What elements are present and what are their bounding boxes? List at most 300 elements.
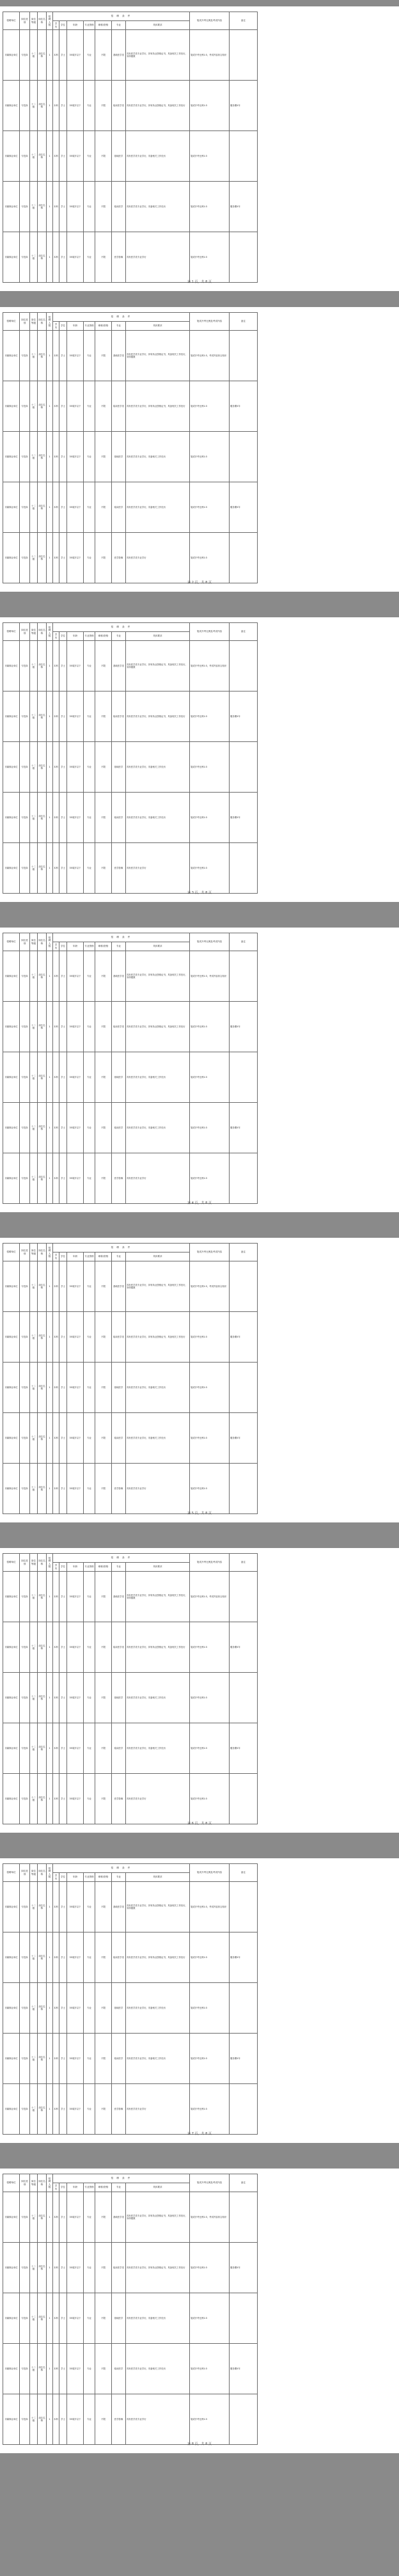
table-row	[3, 1261, 258, 1312]
cell-spec: 医学影像	[112, 2084, 126, 2135]
cell-post: 岗位名称	[38, 742, 47, 793]
cell-note: 服务期5年	[230, 381, 258, 432]
cell-req: 具有医学类专业学历，持有执业资格证书，具备相关工作经历	[126, 381, 190, 432]
cell-post: 岗位名称	[38, 182, 47, 232]
header-exam: 笔试开考比例及考试内容	[190, 2174, 230, 2192]
cell-degree: 学士	[59, 533, 67, 583]
header-level: 岗位等级	[30, 933, 38, 951]
header-unit: 招聘单位	[3, 1864, 20, 1882]
cell-count: 1	[47, 232, 53, 283]
cell-note	[230, 843, 258, 894]
header-col6d: 专业资格	[84, 21, 95, 30]
cell-level: 十二级	[30, 182, 38, 232]
cell-note: 服务期5年	[230, 1413, 258, 1464]
cell-age: 35周岁以下	[67, 2344, 84, 2394]
cell-spec: 基础医学类	[112, 1882, 126, 1932]
cell-exam: 笔试开考比例1:3	[190, 482, 230, 533]
cell-age: 35周岁以下	[67, 1413, 84, 1464]
cell-req: 具有医学类专业学历，具备相关工作经历	[126, 1673, 190, 1723]
cell-degree: 学士	[59, 232, 67, 283]
cell-major: 专业	[84, 2034, 95, 2084]
cell-post: 岗位名称	[38, 1312, 47, 1363]
header-category: 岗位类别	[20, 313, 30, 331]
cell-degree: 学士	[59, 2293, 67, 2344]
cell-spec: 临床医学	[112, 1413, 126, 1464]
cell-note	[230, 1052, 258, 1103]
cell-degree: 学士	[59, 482, 67, 533]
cell-title: 不限	[95, 81, 112, 131]
cell-exam: 笔试开考比例1:3	[190, 1723, 230, 1774]
cell-post: 岗位名称	[38, 1622, 47, 1673]
cell-edu: 本科	[53, 2034, 59, 2084]
cell-edu: 本科	[53, 2192, 59, 2243]
cell-edu: 本科	[53, 1723, 59, 1774]
cell-major: 专业	[84, 1774, 95, 1824]
cell-req: 具有医学类专业学历，具备相关工作经历	[126, 432, 190, 482]
cell-major: 专业	[84, 641, 95, 691]
header-col6f: 专业	[112, 322, 126, 331]
cell-major: 专业	[84, 81, 95, 131]
table-row	[3, 331, 258, 381]
table-row	[3, 1464, 258, 1514]
cell-note: 服务期5年	[230, 2344, 258, 2394]
cell-exam: 笔试开考比例1:3	[190, 1052, 230, 1103]
cell-unit: 市属事业单位	[3, 1464, 20, 1514]
cell-level: 十二级	[30, 1052, 38, 1103]
cell-age: 35周岁以下	[67, 331, 84, 381]
cell-post: 岗位名称	[38, 232, 47, 283]
header-col6e: 职称/资格	[95, 632, 112, 641]
cell-category: 专技岗	[20, 1363, 30, 1413]
cell-major: 专业	[84, 1002, 95, 1052]
cell-level: 十二级	[30, 533, 38, 583]
cell-edu: 本科	[53, 1052, 59, 1103]
cell-edu: 本科	[53, 691, 59, 742]
header-note: 备注	[230, 12, 258, 30]
cell-degree: 学士	[59, 1572, 67, 1622]
cell-title: 不限	[95, 1464, 112, 1514]
document-page	[0, 1238, 399, 1522]
header-col6d: 专业资格	[84, 2183, 95, 2192]
cell-unit: 市属事业单位	[3, 1363, 20, 1413]
cell-major: 专业	[84, 1572, 95, 1622]
cell-level: 十二级	[30, 1413, 38, 1464]
cell-count: 1	[47, 1103, 53, 1153]
header-col6c: 年龄	[67, 942, 84, 951]
cell-category: 专技岗	[20, 1723, 30, 1774]
table-row	[3, 2293, 258, 2344]
cell-major: 专业	[84, 1103, 95, 1153]
cell-degree: 学士	[59, 1464, 67, 1514]
header-col6d: 专业资格	[84, 632, 95, 641]
cell-title: 不限	[95, 1413, 112, 1464]
cell-age: 35周岁以下	[67, 742, 84, 793]
header-exam: 笔试开考比例及考试内容	[190, 313, 230, 331]
header-exam: 笔试开考比例及考试内容	[190, 1554, 230, 1572]
cell-major: 专业	[84, 482, 95, 533]
cell-req: 具有医学类专业学历，持有执业资格证书，具备相关工作经历，身体健康	[126, 2192, 190, 2243]
header-unit: 招聘单位	[3, 2174, 20, 2192]
table-row	[3, 742, 258, 793]
cell-category: 专技岗	[20, 30, 30, 81]
cell-age: 35周岁以下	[67, 1261, 84, 1312]
cell-spec: 临床医学类	[112, 1932, 126, 1983]
cell-age: 35周岁以下	[67, 2192, 84, 2243]
cell-major: 专业	[84, 1622, 95, 1673]
header-unit: 招聘单位	[3, 623, 20, 641]
cell-degree: 学士	[59, 1312, 67, 1363]
header-level: 岗位等级	[30, 1554, 38, 1572]
table-row	[3, 691, 258, 742]
cell-degree: 学士	[59, 951, 67, 1002]
table-row	[3, 2344, 258, 2394]
cell-edu: 本科	[53, 951, 59, 1002]
cell-level: 十二级	[30, 2034, 38, 2084]
cell-major: 专业	[84, 2293, 95, 2344]
cell-spec: 临床医学类	[112, 81, 126, 131]
cell-post: 岗位名称	[38, 2034, 47, 2084]
cell-req: 具有医学类专业学历，具备相关工作经历	[126, 1103, 190, 1153]
cell-unit: 市属事业单位	[3, 1774, 20, 1824]
table-row	[3, 131, 258, 182]
cell-req: 具有医学类专业学历，具备相关工作经历	[126, 482, 190, 533]
cell-req: 具有医学类专业学历，具备相关工作经历	[126, 742, 190, 793]
cell-title: 不限	[95, 131, 112, 182]
cell-unit: 市属事业单位	[3, 381, 20, 432]
cell-count: 1	[47, 2084, 53, 2135]
header-col6e: 职称/资格	[95, 1252, 112, 1261]
cell-req: 具有医学类专业学历，具备相关工作经历	[126, 2034, 190, 2084]
cell-unit: 市属事业单位	[3, 1052, 20, 1103]
cell-unit: 市属事业单位	[3, 2394, 20, 2445]
header-conditions: 招 聘 条 件	[53, 933, 190, 942]
cell-count: 1	[47, 2243, 53, 2293]
cell-spec: 临床医学	[112, 793, 126, 843]
cell-unit: 市属事业单位	[3, 951, 20, 1002]
header-col6c: 年龄	[67, 1873, 84, 1882]
cell-note	[230, 641, 258, 691]
header-col6a: 学历	[53, 942, 59, 951]
cell-age: 35周岁以下	[67, 1622, 84, 1673]
cell-level: 十二级	[30, 2192, 38, 2243]
header-post: 岗位名称	[38, 12, 47, 30]
cell-req: 具有医学类专业学历，持有执业资格证书，具备相关工作经历	[126, 691, 190, 742]
cell-exam: 笔试开考比例1:3	[190, 1774, 230, 1824]
cell-degree: 学士	[59, 1002, 67, 1052]
cell-category: 专技岗	[20, 641, 30, 691]
cell-category: 专技岗	[20, 2243, 30, 2293]
table-row	[3, 1983, 258, 2034]
cell-req: 具有医学类专业学历	[126, 843, 190, 894]
cell-category: 专技岗	[20, 793, 30, 843]
cell-degree: 学士	[59, 381, 67, 432]
cell-unit: 市属事业单位	[3, 1312, 20, 1363]
cell-spec: 临床医学	[112, 182, 126, 232]
cell-major: 专业	[84, 182, 95, 232]
cell-title: 不限	[95, 1774, 112, 1824]
cell-age: 35周岁以下	[67, 232, 84, 283]
cell-category: 专技岗	[20, 1622, 30, 1673]
document-page	[0, 617, 399, 902]
cell-major: 专业	[84, 1983, 95, 2034]
cell-unit: 市属事业单位	[3, 182, 20, 232]
table-row	[3, 2084, 258, 2135]
cell-age: 35周岁以下	[67, 482, 84, 533]
header-count: 招聘人数	[47, 1244, 53, 1261]
header-note: 备注	[230, 1244, 258, 1261]
cell-age: 35周岁以下	[67, 1572, 84, 1622]
document-page	[0, 928, 399, 1212]
cell-note	[230, 1572, 258, 1622]
cell-post: 岗位名称	[38, 1723, 47, 1774]
cell-degree: 学士	[59, 2084, 67, 2135]
header-col6c: 年龄	[67, 2183, 84, 2192]
cell-title: 不限	[95, 2293, 112, 2344]
cell-count: 1	[47, 30, 53, 81]
cell-level: 十二级	[30, 951, 38, 1002]
page-number: 第 8 页，共 8 页	[187, 2442, 212, 2446]
cell-level: 十二级	[30, 1103, 38, 1153]
cell-degree: 学士	[59, 1882, 67, 1932]
cell-spec: 基础医学	[112, 1983, 126, 2034]
cell-count: 1	[47, 1413, 53, 1464]
cell-degree: 学士	[59, 843, 67, 894]
cell-title: 不限	[95, 1153, 112, 1204]
cell-age: 35周岁以下	[67, 1882, 84, 1932]
cell-post: 岗位名称	[38, 1052, 47, 1103]
cell-age: 35周岁以下	[67, 843, 84, 894]
header-level: 岗位等级	[30, 313, 38, 331]
header-col6a: 学历	[53, 322, 59, 331]
cell-title: 不限	[95, 691, 112, 742]
cell-age: 35周岁以下	[67, 1052, 84, 1103]
cell-age: 35周岁以下	[67, 182, 84, 232]
cell-note: 服务期5年	[230, 1932, 258, 1983]
cell-level: 十二级	[30, 432, 38, 482]
header-col6c: 年龄	[67, 1563, 84, 1572]
table-row	[3, 1882, 258, 1932]
cell-note	[230, 1774, 258, 1824]
table-row	[3, 432, 258, 482]
cell-major: 专业	[84, 1932, 95, 1983]
cell-edu: 本科	[53, 432, 59, 482]
cell-req: 具有医学类专业学历	[126, 533, 190, 583]
cell-spec: 临床医学类	[112, 1002, 126, 1052]
cell-count: 1	[47, 793, 53, 843]
cell-exam: 笔试开考比例1:3	[190, 432, 230, 482]
cell-unit: 市属事业单位	[3, 1261, 20, 1312]
cell-degree: 学士	[59, 1261, 67, 1312]
cell-exam: 笔试开考比例1:3	[190, 1103, 230, 1153]
cell-exam: 笔试开考比例1:3	[190, 381, 230, 432]
cell-category: 专技岗	[20, 843, 30, 894]
header-col6b: 学位	[59, 632, 67, 641]
cell-post: 岗位名称	[38, 1002, 47, 1052]
cell-exam: 笔试开考比例1:3，考试内容综合知识	[190, 331, 230, 381]
cell-spec: 基础医学	[112, 1673, 126, 1723]
cell-spec: 基础医学类	[112, 1572, 126, 1622]
document-page	[0, 6, 399, 291]
cell-unit: 市属事业单位	[3, 691, 20, 742]
cell-post: 岗位名称	[38, 691, 47, 742]
page-number: 第 6 页，共 8 页	[187, 1822, 212, 1826]
cell-major: 专业	[84, 381, 95, 432]
cell-level: 十二级	[30, 2243, 38, 2293]
cell-note	[230, 1464, 258, 1514]
header-conditions: 招 聘 条 件	[53, 1554, 190, 1563]
cell-major: 专业	[84, 2344, 95, 2394]
cell-req: 具有医学类专业学历，具备相关工作经历	[126, 1723, 190, 1774]
cell-degree: 学士	[59, 793, 67, 843]
cell-unit: 市属事业单位	[3, 843, 20, 894]
table-row	[3, 81, 258, 131]
cell-title: 不限	[95, 30, 112, 81]
cell-major: 专业	[84, 1673, 95, 1723]
header-col6g: 具体要求	[126, 1563, 190, 1572]
header-post: 岗位名称	[38, 623, 47, 641]
cell-count: 1	[47, 1261, 53, 1312]
cell-req: 具有医学类专业学历	[126, 232, 190, 283]
document-page	[0, 307, 399, 592]
cell-age: 35周岁以下	[67, 1774, 84, 1824]
cell-note: 服务期5年	[230, 81, 258, 131]
cell-category: 专技岗	[20, 1882, 30, 1932]
cell-age: 35周岁以下	[67, 1464, 84, 1514]
cell-major: 专业	[84, 1413, 95, 1464]
cell-note	[230, 1983, 258, 2034]
recruitment-table	[3, 1243, 258, 1514]
cell-note	[230, 331, 258, 381]
recruitment-table	[3, 1863, 258, 2135]
cell-note	[230, 1153, 258, 1204]
header-note: 备注	[230, 623, 258, 641]
cell-category: 专技岗	[20, 1261, 30, 1312]
cell-title: 不限	[95, 1363, 112, 1413]
cell-age: 35周岁以下	[67, 1983, 84, 2034]
header-conditions: 招 聘 条 件	[53, 1864, 190, 1873]
header-col6g: 具体要求	[126, 21, 190, 30]
cell-count: 1	[47, 742, 53, 793]
cell-degree: 学士	[59, 1153, 67, 1204]
header-col6a: 学历	[53, 1252, 59, 1261]
header-count: 招聘人数	[47, 1864, 53, 1882]
cell-major: 专业	[84, 1052, 95, 1103]
header-count: 招聘人数	[47, 12, 53, 30]
header-col6b: 学位	[59, 942, 67, 951]
cell-unit: 市属事业单位	[3, 1932, 20, 1983]
cell-level: 十二级	[30, 843, 38, 894]
document-page	[0, 2169, 399, 2453]
cell-category: 专技岗	[20, 232, 30, 283]
cell-title: 不限	[95, 1052, 112, 1103]
cell-post: 岗位名称	[38, 30, 47, 81]
cell-req: 具有医学类专业学历，具备相关工作经历	[126, 793, 190, 843]
cell-post: 岗位名称	[38, 381, 47, 432]
cell-edu: 本科	[53, 1103, 59, 1153]
cell-level: 十二级	[30, 331, 38, 381]
header-col6e: 职称/资格	[95, 1563, 112, 1572]
cell-edu: 本科	[53, 1312, 59, 1363]
cell-major: 专业	[84, 1261, 95, 1312]
cell-exam: 笔试开考比例1:3	[190, 1622, 230, 1673]
cell-title: 不限	[95, 2192, 112, 2243]
cell-edu: 本科	[53, 482, 59, 533]
table-row	[3, 182, 258, 232]
cell-count: 1	[47, 1622, 53, 1673]
cell-count: 1	[47, 2192, 53, 2243]
table-row	[3, 793, 258, 843]
header-col6d: 专业资格	[84, 1252, 95, 1261]
cell-category: 专技岗	[20, 1413, 30, 1464]
header-note: 备注	[230, 2174, 258, 2192]
cell-count: 1	[47, 1723, 53, 1774]
cell-major: 专业	[84, 131, 95, 182]
cell-title: 不限	[95, 182, 112, 232]
cell-degree: 学士	[59, 1983, 67, 2034]
cell-edu: 本科	[53, 2394, 59, 2445]
cell-post: 岗位名称	[38, 793, 47, 843]
cell-note: 服务期5年	[230, 182, 258, 232]
cell-unit: 市属事业单位	[3, 2034, 20, 2084]
cell-req: 具有医学类专业学历，持有执业资格证书，具备相关工作经历	[126, 1312, 190, 1363]
cell-exam: 笔试开考比例1:3，考试内容综合知识	[190, 1261, 230, 1312]
cell-spec: 基础医学类	[112, 1261, 126, 1312]
cell-level: 十二级	[30, 1002, 38, 1052]
cell-title: 不限	[95, 1572, 112, 1622]
page-number: 第 5 页，共 8 页	[187, 1512, 212, 1515]
cell-major: 专业	[84, 30, 95, 81]
cell-exam: 笔试开考比例1:3	[190, 1932, 230, 1983]
page-number: 第 7 页，共 8 页	[187, 2132, 212, 2136]
cell-edu: 本科	[53, 1882, 59, 1932]
cell-req: 具有医学类专业学历，持有执业资格证书，具备相关工作经历，身体健康	[126, 1572, 190, 1622]
cell-count: 1	[47, 1882, 53, 1932]
cell-unit: 市属事业单位	[3, 1622, 20, 1673]
cell-age: 35周岁以下	[67, 2394, 84, 2445]
cell-level: 十二级	[30, 232, 38, 283]
table-row	[3, 2394, 258, 2445]
table-row	[3, 1052, 258, 1103]
cell-count: 1	[47, 1673, 53, 1723]
cell-age: 35周岁以下	[67, 1723, 84, 1774]
cell-title: 不限	[95, 2243, 112, 2293]
cell-degree: 学士	[59, 742, 67, 793]
cell-note	[230, 1882, 258, 1932]
cell-exam: 笔试开考比例1:3	[190, 2293, 230, 2344]
table-row	[3, 1103, 258, 1153]
cell-post: 岗位名称	[38, 1932, 47, 1983]
cell-count: 1	[47, 1312, 53, 1363]
cell-post: 岗位名称	[38, 951, 47, 1002]
cell-count: 1	[47, 1464, 53, 1514]
cell-major: 专业	[84, 232, 95, 283]
cell-spec: 基础医学	[112, 1052, 126, 1103]
cell-post: 岗位名称	[38, 2084, 47, 2135]
cell-note	[230, 1363, 258, 1413]
header-col6g: 具体要求	[126, 1252, 190, 1261]
header-col6f: 专业	[112, 1873, 126, 1882]
header-level: 岗位等级	[30, 1864, 38, 1882]
cell-req: 具有医学类专业学历，持有执业资格证书，具备相关工作经历	[126, 1622, 190, 1673]
header-col6e: 职称/资格	[95, 1873, 112, 1882]
header-conditions: 招 聘 条 件	[53, 623, 190, 632]
cell-count: 1	[47, 81, 53, 131]
cell-req: 具有医学类专业学历，持有执业资格证书，具备相关工作经历	[126, 1932, 190, 1983]
table-row	[3, 951, 258, 1002]
cell-count: 1	[47, 1002, 53, 1052]
header-conditions: 招 聘 条 件	[53, 12, 190, 21]
cell-spec: 临床医学	[112, 482, 126, 533]
